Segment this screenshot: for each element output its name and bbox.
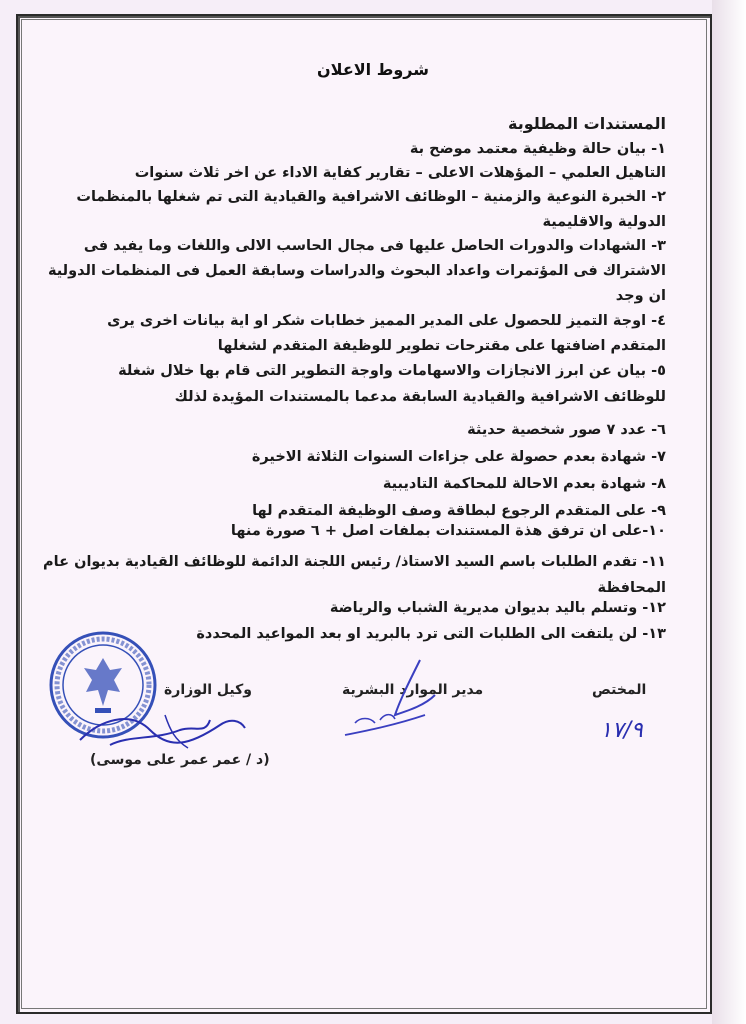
section-heading: المستندات المطلوبة [507, 114, 666, 133]
specialist-handwritten: ١٧/٩ [600, 718, 643, 743]
doc-line: ٨- شهادة بعدم الاحالة للمحاكمة التاديبية [382, 476, 666, 492]
undersecretary-label: وكيل الوزارة [164, 682, 252, 698]
doc-line: ١- بيان حالة وظيفية معتمد موضح بة [409, 141, 666, 157]
signature-hr-icon [340, 655, 470, 745]
document-title: شروط الاعلان [317, 60, 429, 79]
doc-line: ١١- تقدم الطلبات باسم السيد الاستاذ/ رئيس اللجنة الدائمة للوظائف القيادية بديوان عام [43, 554, 666, 570]
doc-line: ٦- عدد ٧ صور شخصية حديثة [467, 422, 666, 438]
specialist-label: المختص [592, 682, 647, 698]
doc-line: ٣- الشهادات والدورات الحاصل عليها فى مجال الحاسب الالى واللغات وما يفيد فى [83, 238, 666, 254]
page-edge [712, 0, 746, 1024]
doc-line: ٢- الخبرة النوعية والزمنية – الوظائف الاشرافية والقيادية التى تم شغلها بالمنظمات [76, 189, 666, 205]
doc-line: الدولية والاقليمية [542, 214, 666, 230]
doc-line: للوظائف الاشرافية والقيادية السابقة مدعما بالمستندات المؤيدة لذلك [174, 389, 666, 405]
doc-line: ٧- شهادة بعدم حصولة على جزاءات السنوات الثلاثة الاخيرة [251, 449, 666, 465]
doc-line: ١٠-على ان ترفق هذة المستندات بملفات اصل + ٦ صورة منها [230, 523, 666, 539]
doc-line: المتقدم اضافتها على مقترحات تطوير للوظيفة المتقدم لشغلها [217, 338, 666, 354]
doc-line: ٥- بيان عن ابرز الانجازات والاسهامات واوجة التطوير التى قام بها خلال شغلة [118, 363, 666, 379]
doc-line: المحافظة [597, 580, 666, 596]
doc-line: ١٢- وتسلم باليد بديوان مديرية الشباب والرياضة [329, 600, 666, 616]
doc-line: ٤- اوجة التميز للحصول على المدير المميز خطابات شكر او اية بيانات اخرى يرى [107, 313, 666, 329]
doc-line: ان وجد [615, 288, 666, 304]
doc-line: ٩- على المتقدم الرجوع لبطاقة وصف الوظيفة المتقدم لها [252, 503, 666, 519]
hr-director-label: مدير الموارد البشرية [342, 682, 484, 698]
signatory-name: (د / عمر عمر على موسى) [90, 752, 270, 768]
doc-line: الاشتراك فى المؤتمرات واعداد البحوث والدراسات وسابقة العمل فى المنظمات الدولية [47, 263, 666, 279]
doc-line: التاهيل العلمي – المؤهلات الاعلى – تقارير كفاية الاداء عن اخر ثلاث سنوات [134, 165, 666, 181]
doc-line: ١٣- لن يلتفت الى الطلبات التى ترد بالبريد او بعد المواعيد المحددة [196, 626, 666, 642]
signature-undersecretary-icon [70, 700, 250, 760]
